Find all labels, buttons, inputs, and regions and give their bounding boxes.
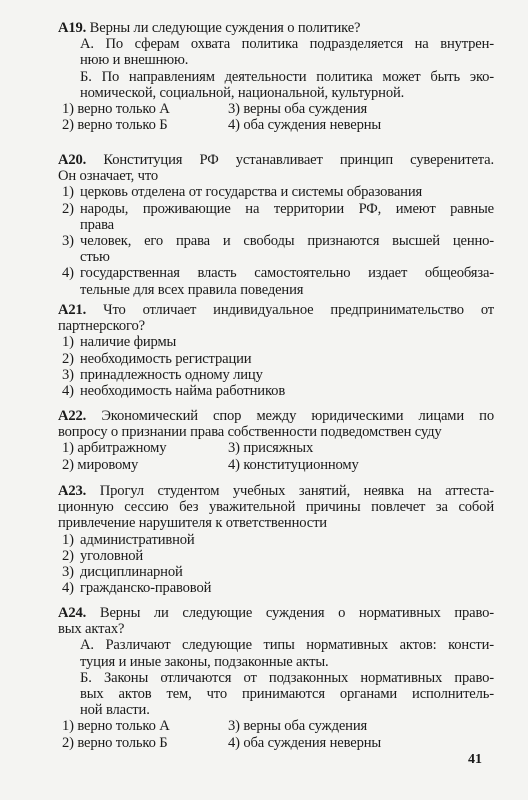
question-text-cont: вопросу о признании права собственности подведомствен суду (58, 424, 442, 441)
answer-row (58, 718, 494, 734)
option-2: 2) необходимость регистрации (62, 350, 252, 367)
answer-row (58, 440, 494, 456)
question-text: А24. Верны ли следующие суждения о нормативных право- (58, 605, 494, 621)
statement-b-cont: вых актов тем, что принимаются органами исполнитель- (80, 686, 494, 703)
answer-option-4: 4) оба суждения неверны (228, 734, 382, 751)
option-4: 4) гражданско-правовой (62, 580, 212, 597)
question-text: А20. Конституция РФ устанавливает принцип суверенитета. (58, 152, 494, 168)
answer-option-1: 1) арбитражному (62, 440, 167, 457)
option-3-cont: стью (80, 249, 110, 266)
question-text-cont: ционную сессию без уважительной причины повлечет за собой (58, 499, 494, 516)
answer-option-2: 2) мировому (62, 456, 139, 473)
answer-option-1: 1) верно только А (62, 101, 170, 118)
answer-option-4: 4) конституционному (228, 456, 359, 473)
question-a20 (58, 152, 494, 298)
question-text: А21. Что отличает индивидуальное предпринимательство от (58, 302, 494, 318)
option-3: 3) дисциплинарной (62, 564, 183, 581)
answer-option-2: 2) верно только Б (62, 734, 168, 751)
statement-a-cont: нюю и внешнюю. (80, 52, 189, 69)
question-text: А22. Экономический спор между юридическими лицами по (58, 408, 494, 424)
question-a24 (58, 605, 494, 751)
question-text: A19. Верны ли следующие суждения о политике? (58, 20, 361, 36)
option-1: 1) административной (62, 531, 195, 548)
question-text-cont: Он означает, что (58, 168, 159, 185)
statement-a: А. По сферам охвата политика подразделяется на внутрен- (80, 36, 495, 53)
answer-row (58, 457, 494, 473)
answer-option-3: 3) присяжных (228, 440, 314, 457)
option-3: 3) человек, его права и свободы признаются высшей ценно- (62, 233, 494, 250)
answer-option-4: 4) оба суждения неверны (228, 117, 382, 134)
answer-row (58, 117, 494, 133)
question-text-cont: привлечение нарушителя к ответственности (58, 515, 327, 532)
option-1: 1) церковь отделена от государства и системы образования (62, 184, 423, 201)
option-1: 1) наличие фирмы (62, 334, 177, 351)
question-text: А23. Прогул студентом учебных занятий, неявка на аттеста- (58, 483, 494, 499)
answer-row (58, 101, 494, 117)
statement-b-cont: ной власти. (80, 702, 150, 719)
statement-b: Б. По направлениям деятельности политика может быть эко- (80, 68, 495, 85)
statement-b: Б. Законы отличаются от подзаконных нормативных право- (80, 669, 494, 686)
option-2: 2) народы, проживающие на территории РФ, имеют равные (62, 200, 494, 217)
answer-row (58, 735, 494, 751)
option-4: 4) необходимость найма работников (62, 383, 286, 400)
option-2-cont: права (80, 216, 115, 233)
option-3: 3) принадлежность одному лицу (62, 366, 263, 383)
option-4: 4) государственная власть самостоятельно издает общеобяза- (62, 265, 494, 282)
question-a19 (58, 20, 494, 133)
question-a23 (58, 483, 494, 596)
answer-option-2: 2) верно только Б (62, 117, 168, 134)
page-number: 41 (468, 752, 482, 767)
answer-option-3: 3) верны оба суждения (228, 101, 368, 118)
option-4-cont: тельные для всех правила поведения (80, 281, 304, 298)
statement-a-cont: туция и иные законы, подзаконные акты. (80, 653, 329, 670)
question-text-cont: вых актах? (58, 621, 125, 638)
question-a21 (58, 302, 494, 399)
question-a22 (58, 408, 494, 473)
answer-option-3: 3) верны оба суждения (228, 718, 368, 735)
statement-a: А. Различают следующие типы нормативных актов: консти- (80, 637, 494, 654)
question-text-cont: партнерского? (58, 318, 145, 335)
option-2: 2) уголовной (62, 547, 144, 564)
answer-option-1: 1) верно только А (62, 718, 170, 735)
statement-b-cont: номической, социальной, национальной, культурной. (80, 84, 405, 101)
